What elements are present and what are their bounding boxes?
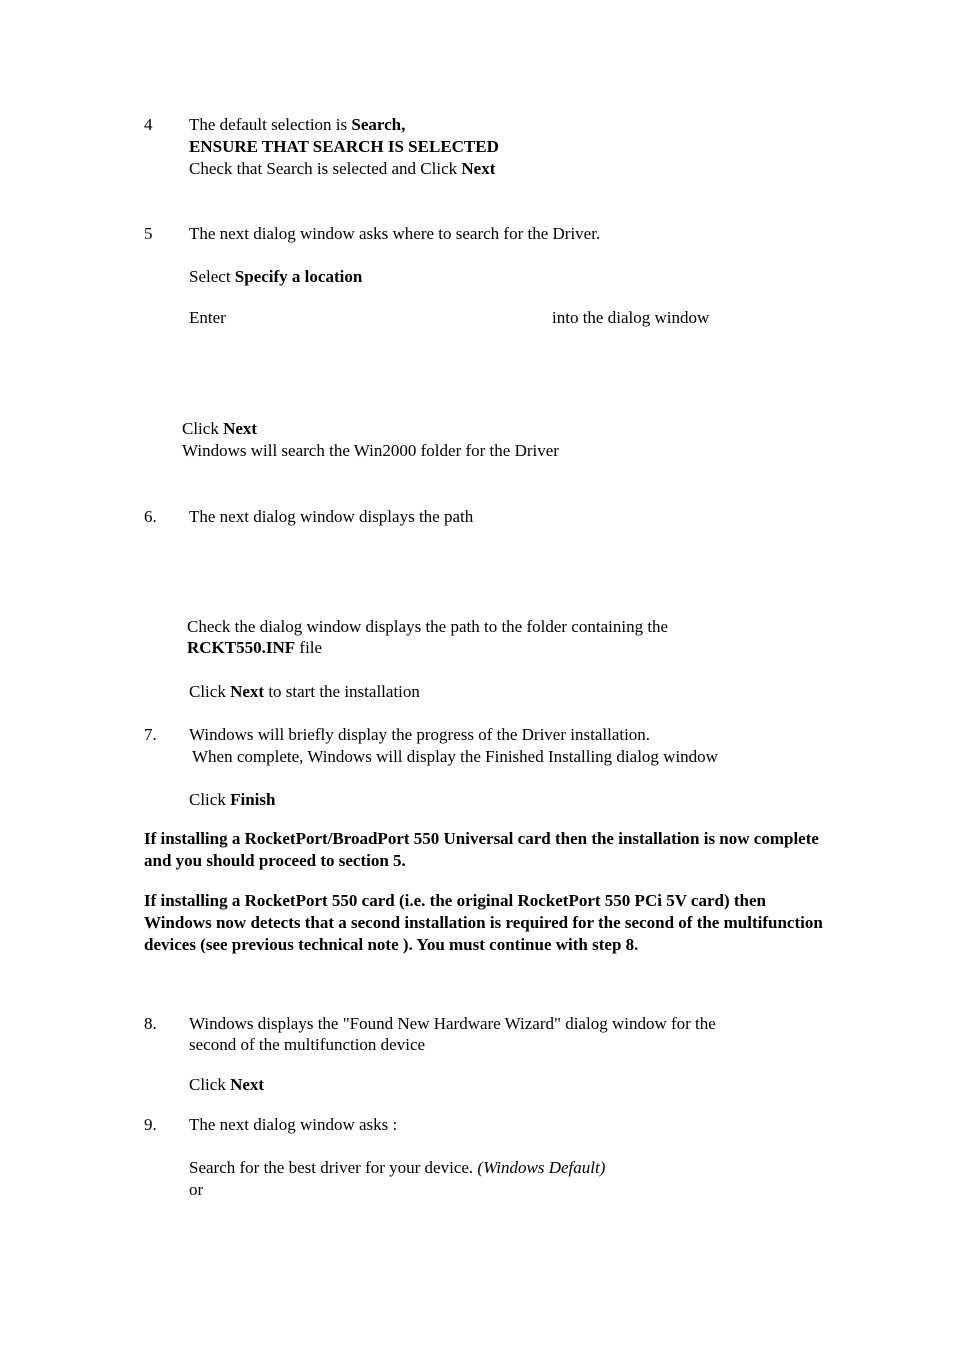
step-7-click: Click Finish: [189, 790, 276, 809]
step-8-line-2: second of the multifunction device: [189, 1035, 426, 1054]
step-9-option-1: Search for the best driver for your device. (Windows Default): [189, 1158, 606, 1177]
step-5-search-note: Windows will search the Win2000 folder for the Driver: [182, 441, 559, 460]
step-8-line-1: Windows displays the "Found New Hardware Wizard" dialog window for the: [189, 1014, 716, 1033]
step-5-line-1: The next dialog window asks where to search for the Driver.: [189, 224, 601, 243]
step-4-line-3: Check that Search is selected and Click Next: [189, 159, 496, 178]
step-6-click: Click Next to start the installation: [189, 682, 420, 701]
step-5-click: Click Next: [182, 419, 258, 438]
step-5-select: Select Specify a location: [189, 267, 363, 286]
step-5-enter-label: Enter: [189, 308, 226, 327]
step-9-line-1: The next dialog window asks :: [189, 1115, 398, 1134]
step-8-click: Click Next: [189, 1075, 265, 1094]
step-6-check-line-2: RCKT550.INF file: [187, 638, 323, 657]
step-6-check-line-1: Check the dialog window displays the path to the folder containing the: [187, 617, 669, 636]
step-5-number: 5: [144, 224, 153, 243]
step-4-line-1: The default selection is Search,: [189, 115, 406, 134]
step-4-number: 4: [144, 115, 153, 134]
step-7-line-2: When complete, Windows will display the Finished Installing dialog window: [192, 747, 718, 766]
note-original-card: If installing a RocketPort 550 card (i.e. the original RocketPort 550 PCi 5V card) then Windows now detects that a second installation is required for the second of the multifunction devices (see previous technical note ). You must continue with step 8.: [144, 891, 823, 954]
step-9-number: 9.: [144, 1115, 157, 1134]
note-universal-card: If installing a RocketPort/BroadPort 550 Universal card then the installation is now complete and you should proceed to section 5.: [144, 829, 819, 870]
step-8-number: 8.: [144, 1014, 157, 1033]
step-7-number: 7.: [144, 725, 157, 744]
step-9-or: or: [189, 1180, 204, 1199]
step-6-line-1: The next dialog window displays the path: [189, 507, 474, 526]
step-7-line-1: Windows will briefly display the progress of the Driver installation.: [189, 725, 651, 744]
step-6-number: 6.: [144, 507, 157, 526]
step-4-warning: ENSURE THAT SEARCH IS SELECTED: [189, 137, 499, 156]
step-5-enter-suffix: into the dialog window: [552, 308, 710, 327]
